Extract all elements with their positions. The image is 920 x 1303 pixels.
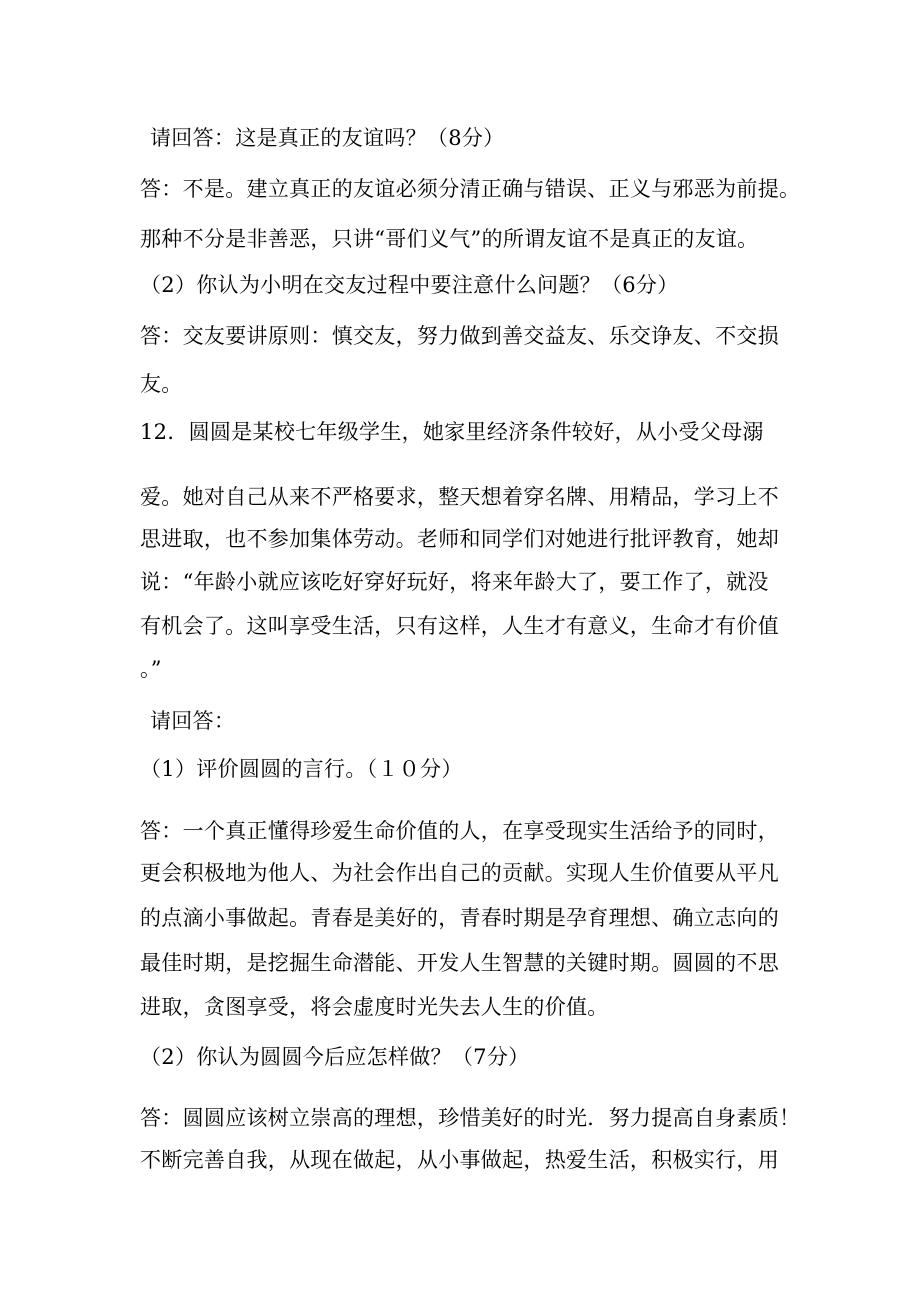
question-text-line: 爱。她对自己从来不严格要求，整天想着穿名牌、用精品，学习上不 [140, 485, 779, 509]
question-line: （1）评价圆圆的言行。（１０分） [140, 757, 463, 781]
answer-line: 答：圆圆应该树立崇高的理想，珍惜美好的时光．努力提高自身素质！ [140, 1106, 801, 1130]
answer-line: 答：一个真正懂得珍爱生命价值的人，在享受现实生活给予的同时， [140, 819, 779, 843]
question-line: （2）你认为圆圆今后应怎样做？（7分） [140, 1045, 530, 1069]
answer-line: 友。 [140, 372, 183, 396]
question-text-line: 。” [140, 657, 162, 681]
answer-line: 最佳时期，是挖掘生命潜能、开发人生智慧的关键时期。圆圆的不思 [140, 951, 779, 975]
question-prompt-friendship: 请回答：这是真正的友谊吗？（8分） [150, 126, 505, 150]
answer-line: 答：不是。建立真正的友谊必须分清正确与错误、正义与邪恶为前提。 [140, 177, 801, 201]
question-text-line: 思进取，也不参加集体劳动。老师和同学们对她进行批评教育，她却 [140, 527, 779, 551]
answer-line: 答：交友要讲原则：慎交友，努力做到善交益友、乐交诤友、不交损 [140, 324, 779, 348]
question-text-line: 有机会了。这叫享受生活，只有这样，人生才有意义，生命才有价值 [140, 614, 779, 638]
answer-line: 更会积极地为他人、为社会作出自己的贡献。实现人生价值要从平凡 [140, 861, 779, 885]
answer-line: 的点滴小事做起。青春是美好的，青春时期是孕育理想、确立志向的 [140, 906, 779, 930]
question-line: （2）你认为小明在交友过程中要注意什么问题？（6分） [140, 273, 679, 297]
answer-line: 进取，贪图享受，将会虚度时光失去人生的价值。 [140, 995, 609, 1019]
answer-line: 不断完善自我，从现在做起，从小事做起，热爱生活，积极实行，用 [140, 1148, 779, 1172]
question-text-line: 说：“年龄小就应该吃好穿好玩好，将来年龄大了，要工作了，就没 [140, 570, 769, 594]
question-prompt: 请回答： [150, 709, 236, 733]
answer-line: 那种不分是非善恶，只讲“哥们义气”的所谓友谊不是真正的友谊。 [140, 227, 759, 251]
question-heading-12: 12．圆圆是某校七年级学生，她家里经济条件较好，从小受父母溺 [140, 420, 764, 444]
